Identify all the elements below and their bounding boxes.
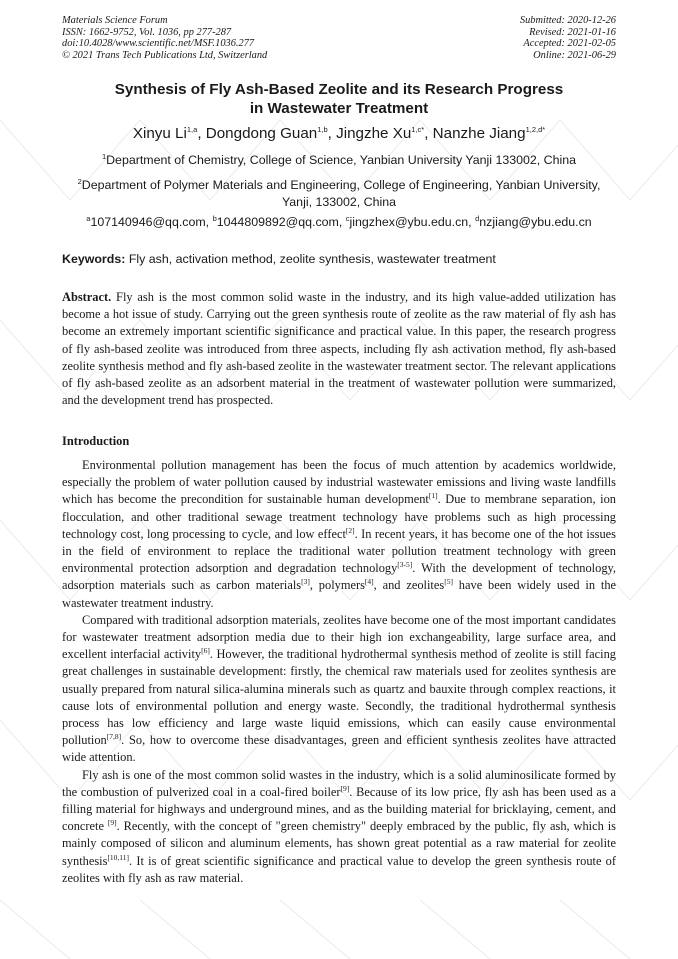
citation-ref[interactable]: [7,8] <box>106 732 122 742</box>
citation-ref[interactable]: [2] <box>345 525 355 535</box>
citation-ref[interactable]: [1] <box>428 491 438 501</box>
submission-dates <box>520 15 616 61</box>
section-heading-introduction: Introduction <box>62 434 130 448</box>
date-revised: Revised: 2021-01-16 <box>529 26 616 38</box>
paragraph <box>62 767 616 887</box>
citation-ref[interactable]: [3-5] <box>397 560 413 570</box>
keywords-text: Fly ash, activation method, zeolite synthesis, wastewater treatment <box>128 252 496 266</box>
author: Nanzhe Jiang$^{1,2,d*}$ <box>432 124 546 142</box>
email-link[interactable]: 107140946@qq.com, <box>90 215 213 229</box>
citation-ref[interactable]: [10,11] <box>107 852 130 862</box>
date-accepted: Accepted: 2021-02-05 <box>523 38 616 50</box>
author: Xinyu Li$^{1,a}$ <box>132 124 198 142</box>
author: Dongdong Guan$^{1,b}$ <box>205 124 328 142</box>
keywords-label: Keywords: <box>62 252 126 266</box>
paragraph-text: . So, how to overcome these disadvantages, green and efficient synthesis zeolites have attracted wide attention. <box>62 733 616 765</box>
paragraph-text: , polymers <box>309 578 365 593</box>
abstract <box>62 289 616 409</box>
journal-doi: doi:10.4028/www.scientific.net/MSF.1036.277 <box>62 38 255 50</box>
citation-ref[interactable]: [6] <box>201 646 210 656</box>
paragraph-text: , and zeolites <box>373 578 445 593</box>
title-line-2: in Wastewater Treatment <box>249 100 429 117</box>
paragraph-text: . It is of great scientific significance and practical value to develop the green synthesis route of zeolites with fly ash as raw material. <box>62 853 616 885</box>
paragraph-text: . Recently, with the concept of "green chemistry" deeply embraced by the public, fly ash, which is mainly composed of silicon and aluminum elements, has shown great potential as a raw material for zeolite synthesis <box>62 819 617 868</box>
abstract-text: Fly ash is the most common solid waste in the industry, and its high value-added utilization has become a hot issue of study. Carrying out the green synthesis route of zeolite as the raw material of fly ash has become an extremely important scientific significance and practical value. In this paper, the research progress of fly ash-based zeolite was introduced from three aspects, including fly ash activation method, fly ash-based zeolite synthesis method and fly ash-based zeolite in the wastewater treatment sector. The relevant applications of fly ash-based zeolite as an adsorbent material in the treatment of wastewater pollution were summarized, and the development trend has prospected. <box>62 290 616 408</box>
paragraph-text: Fly ash is one of the most common solid wastes in the industry, which is a solid aluminosilicate formed by the combustion of pulverized coal in a coal-fired boiler <box>62 767 616 799</box>
date-submitted: Submitted: 2020-12-26 <box>519 15 616 26</box>
citation-ref[interactable]: [9] <box>340 783 350 793</box>
paragraph-text: . Due to membrane separation, ion flocculation, and other traditional sewage treatment technology have problems such as high processing technology cost, long processing to cycle, and low effect <box>62 492 616 541</box>
author: Jingzhe $Xu^{1,c*}$ <box>336 124 425 142</box>
paper-title <box>62 80 616 118</box>
paragraph-text: Compared with traditional adsorption materials, zeolites have become one of the most important candidates for wastewater treatment adsorption media due to their high ion exchangeability, large surface area, and excellent interfacial activity <box>62 612 616 662</box>
citation-ref[interactable]: [4] <box>364 577 374 587</box>
email-link[interactable]: 1044809892@qq.com, <box>216 215 346 229</box>
paragraph-text: . With the development of technology, adsorption materials such as carbon materials <box>62 561 617 593</box>
abstract-label: Abstract. <box>62 290 112 304</box>
citation-ref[interactable]: [9] <box>107 818 117 828</box>
journal-copyright: © 2021 Trans Tech Publications Ltd, Switzerland <box>62 49 268 61</box>
email-link[interactable]: nzjiang@ybu.edu.cn <box>479 215 592 229</box>
citation-ref[interactable]: [5] <box>444 577 453 587</box>
paragraph <box>62 612 616 767</box>
affiliation-1: $^1$Department of Chemistry, College of Science, Yanbian University Yanji 133002, China <box>101 151 577 167</box>
journal-name: Materials Science Forum <box>62 15 168 26</box>
introduction-body <box>62 457 616 887</box>
journal-info <box>62 15 267 61</box>
keywords <box>62 251 616 268</box>
author-list: Xinyu Li$^{1,a}$, Dongdong Guan$^{1,b}$, Jingzhe $Xu^{1,c*}$, Nanzhe Jiang$^{1,2,d*}$ <box>132 124 546 142</box>
paragraph-text: . However, the traditional hydrothermal synthesis method of zeolite is still facing great challenges in sustainable development: firstly, the chemical raw materials used for zeolites synthesis are usually prepared from natural silica-alumina minerals such as quartz and bauxite through complex reactions, it cause lots of environmental pollution and energy waste. Secondly, the traditional hydrothermal synthesis process has low efficiency and large waste liquid emissions, which can easily cause environmental pollution <box>62 647 616 748</box>
title-line-1: Synthesis of Fly Ash-Based Zeolite and its Research Progress <box>114 81 564 98</box>
paragraph <box>62 457 616 612</box>
affiliation-2: $^2$Department of Polymer Materials and Engineering, College of Engineering, Yanbian University, Yanji, 133002, China <box>77 176 601 209</box>
paragraph-text: have been widely used in the wastewater treatment industry. <box>62 578 617 610</box>
paragraph-text: Environmental pollution management has been the focus of much attention by academics worldwide, especially the problem of water pollution caused by industrial wastewater emissions and living waste landfills which has become the precondition for sustainable human development <box>62 458 616 507</box>
author-emails: $^a$107140946@qq.com, $^b$1044809892@qq.com, $^c$jingzhex@ybu.edu.cn, $^d$nzjiang@ybu.edu.cn <box>86 213 592 229</box>
citation-ref[interactable]: [3] <box>301 577 310 587</box>
email-link[interactable]: jingzhex@ybu.edu.cn, <box>349 215 476 229</box>
date-online: Online: 2021-06-29 <box>533 49 616 61</box>
paragraph-text: . Because of its low price, fly ash has been used as a filling material for highways and underground mines, and as the building material for bricklaying, cement, and concrete <box>62 784 616 834</box>
paragraph-text: . In recent years, it has become one of the hot issues in the field of environment to replace the traditional water pollution treatment technology with green environmental protection adsorption and degradation technology <box>62 526 616 576</box>
journal-issn: ISSN: 1662-9752, Vol. 1036, pp 277-287 <box>62 26 232 38</box>
